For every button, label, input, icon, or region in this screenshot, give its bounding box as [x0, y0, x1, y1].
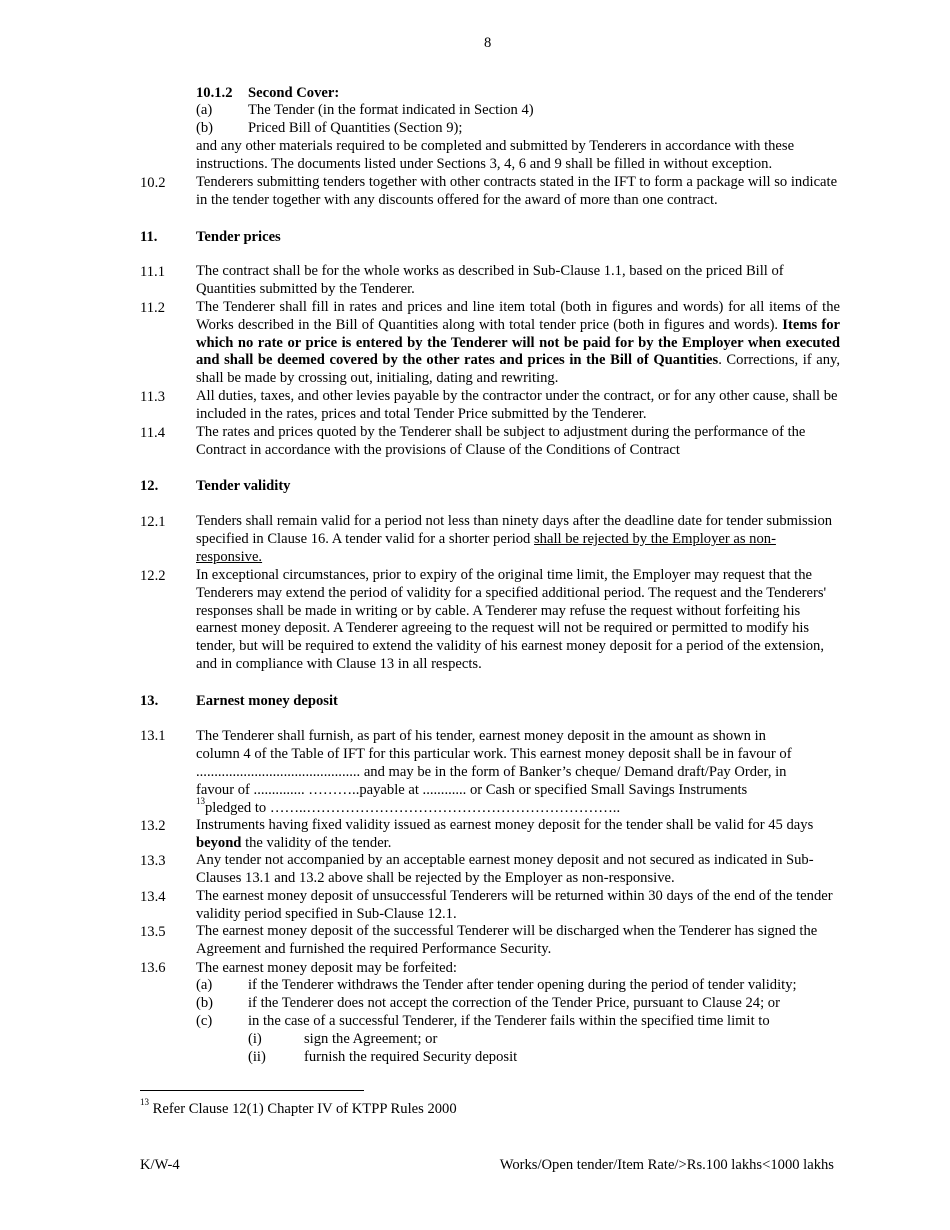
- page-number: 8: [484, 35, 492, 51]
- clause-13-2-bold: beyond: [196, 834, 242, 851]
- clause-12-1-plain: Tenders shall remain valid for a period not less than ninety days after the deadline date for tender submission specified in Clause 16. A tender valid for a shorter period: [196, 513, 833, 547]
- clause-13-1-line-3: ............................................. and may be in the form of Banker’s cheque/ Demand draft/Pay Order, in: [196, 764, 787, 780]
- section-10-1-2-number: 10.1.2: [196, 85, 233, 101]
- item-a-label: (a): [196, 102, 213, 118]
- forfeit-item-a-text: if the Tenderer withdraws the Tender after tender opening during the period of tender validity;: [248, 977, 797, 993]
- section-11-number: 11.: [140, 229, 158, 245]
- forfeit-item-a-label: (a): [196, 977, 213, 993]
- clause-11-2-bold: Items for which no rate or price is entered by the Tenderer will not be paid for by the Employer when executed and shall be deemed covered by the other rates and prices in the Bill of Quantities: [196, 316, 840, 369]
- item-b-text: Priced Bill of Quantities (Section 9);: [248, 120, 463, 136]
- section-12-title: Tender validity: [196, 478, 291, 494]
- forfeit-item-b-text: if the Tenderer does not accept the correction of the Tender Price, pursuant to Clause 24; or: [248, 995, 780, 1011]
- clause-11-4-text: The rates and prices quoted by the Tenderer shall be subject to adjustment during the performance of the Contract in accordance with the provisions of Clause of the Conditions of Contract: [196, 424, 806, 458]
- section-11-title: Tender prices: [196, 229, 281, 245]
- item-a-text: The Tender (in the format indicated in Section 4): [248, 102, 534, 118]
- clause-11-1-number: 11.1: [140, 264, 165, 280]
- clause-13-6-number: 13.6: [140, 960, 166, 976]
- clause-11-4-number: 11.4: [140, 425, 165, 441]
- clause-12-1-text: [196, 513, 840, 566]
- clause-13-5-text: The earnest money deposit of the successful Tenderer will be discharged when the Tenderer has signed the Agreement and furnished the required Performance Security.: [196, 923, 818, 957]
- footer-left: K/W-4: [140, 1157, 180, 1173]
- item-b-label: (b): [196, 120, 214, 136]
- clause-13-6-text: The earnest money deposit may be forfeited:: [196, 960, 457, 976]
- clause-11-3-text: All duties, taxes, and other levies payable by the contractor under the contract, or for any other cause, shall be included in the rates, prices and total Tender Price submitted by the Tenderer.: [196, 388, 838, 422]
- forfeit-subitem-ii-text: furnish the required Security deposit: [304, 1049, 518, 1065]
- clause-10-2-text: Tenderers submitting tenders together with other contracts stated in the IFT to form a package will so indicate in the tender together with any discounts offered for the award of more than one contract.: [196, 174, 838, 208]
- clause-13-4-number: 13.4: [140, 889, 166, 905]
- clause-11-1-text: The contract shall be for the whole works as described in Sub-Clause 1.1, based on the priced Bill of Quantities submitted by the Tenderer.: [196, 263, 784, 297]
- clause-11-2-text: [196, 299, 840, 388]
- footer-right: Works/Open tender/Item Rate/>Rs.100 lakhs<1000 lakhs: [499, 1157, 834, 1173]
- clause-13-1-pledged: pledged to ……..………………………………………………………..: [205, 800, 621, 816]
- forfeit-subitem-i-label: (i): [248, 1031, 262, 1047]
- footnote-separator: [140, 1090, 364, 1091]
- clause-13-3-number: 13.3: [140, 853, 166, 869]
- section-12-number: 12.: [140, 478, 159, 494]
- clause-12-2-number: 12.2: [140, 568, 166, 584]
- forfeit-subitem-i-text: sign the Agreement; or: [304, 1031, 438, 1047]
- clause-12-1-number: 12.1: [140, 514, 166, 530]
- section-13-number: 13.: [140, 693, 159, 709]
- forfeit-item-c-text: in the case of a successful Tenderer, if the Tenderer fails within the specified time limit to: [248, 1013, 770, 1029]
- section-10-1-2-tail: and any other materials required to be completed and submitted by Tenderers in accordance with these instructions. The documents listed under Sections 3, 4, 6 and 9 shall be filled in without exception.: [196, 138, 795, 172]
- clause-11-2-number: 11.2: [140, 300, 165, 316]
- forfeit-item-c-label: (c): [196, 1013, 213, 1029]
- clause-12-1-underlined: shall be rejected by the Employer as non-responsive.: [196, 530, 776, 565]
- clause-11-3-number: 11.3: [140, 389, 165, 405]
- section-13-title: Earnest money deposit: [196, 693, 338, 709]
- footnote-text: Refer Clause 12(1) Chapter IV of KTPP Rules 2000: [149, 1101, 457, 1117]
- clause-13-2-text: [196, 817, 840, 853]
- clause-13-2-after: the validity of the tender.: [241, 834, 392, 851]
- clause-12-2-text: In exceptional circumstances, prior to expiry of the original time limit, the Employer may request that the Tenderers may extend the period of validity for a specified additional period. The request and the Tenderers' responses shall be made in writing or by cable. A Tenderer may refuse the request without forfeiting his earnest money deposit. A Tenderer agreeing to the request will not be required or permitted to modify his tender, but will be required to extend the validity of his earnest money deposit for a period of the extension, and in compliance with Clause 13 in all respects.: [196, 567, 827, 672]
- forfeit-item-b-label: (b): [196, 995, 214, 1011]
- footnote-marker: 13: [140, 1097, 149, 1107]
- clause-13-1-number: 13.1: [140, 728, 166, 744]
- clause-13-1-line-4: favour of .............. ………..payable at ............ or Cash or specified Small Savings Instruments: [196, 782, 748, 798]
- clause-13-2-number: 13.2: [140, 818, 166, 834]
- clause-13-3-text: Any tender not accompanied by an acceptable earnest money deposit and not secured as indicated in Sub-Clauses 13.1 and 13.2 above shall be rejected by the Employer as non-responsive.: [196, 852, 814, 886]
- clause-10-2-number: 10.2: [140, 175, 166, 191]
- clause-13-5-number: 13.5: [140, 924, 166, 940]
- section-10-1-2-title: Second Cover:: [248, 85, 340, 101]
- clause-13-2-before: Instruments having fixed validity issued as earnest money deposit for the tender shall be valid for 45 days: [196, 817, 814, 833]
- forfeit-subitem-ii-label: (ii): [248, 1049, 266, 1065]
- clause-13-1-line-5: [196, 796, 621, 817]
- footnote-ref-13: 13: [196, 796, 205, 806]
- clause-13-4-text: The earnest money deposit of unsuccessful Tenderers will be returned within 30 days of the end of the tender validity period specified in Sub-Clause 12.1.: [196, 888, 833, 922]
- footnote: [140, 1097, 457, 1118]
- clause-11-2-tail: . Corrections, if any, shall be made by crossing out, initialing, dating and rewriting.: [196, 352, 840, 387]
- clause-13-1-line-1: The Tenderer shall furnish, as part of his tender, earnest money deposit in the amount as shown in: [196, 728, 766, 744]
- clause-13-1-line-2: column 4 of the Table of IFT for this particular work. This earnest money deposit shall be in favour of: [196, 746, 792, 762]
- clause-11-2-plain: The Tenderer shall fill in rates and prices and line item total (both in figures and words) for all items of the Works described in the Bill of Quantities along with total tender price (both in figures and words).: [196, 299, 840, 333]
